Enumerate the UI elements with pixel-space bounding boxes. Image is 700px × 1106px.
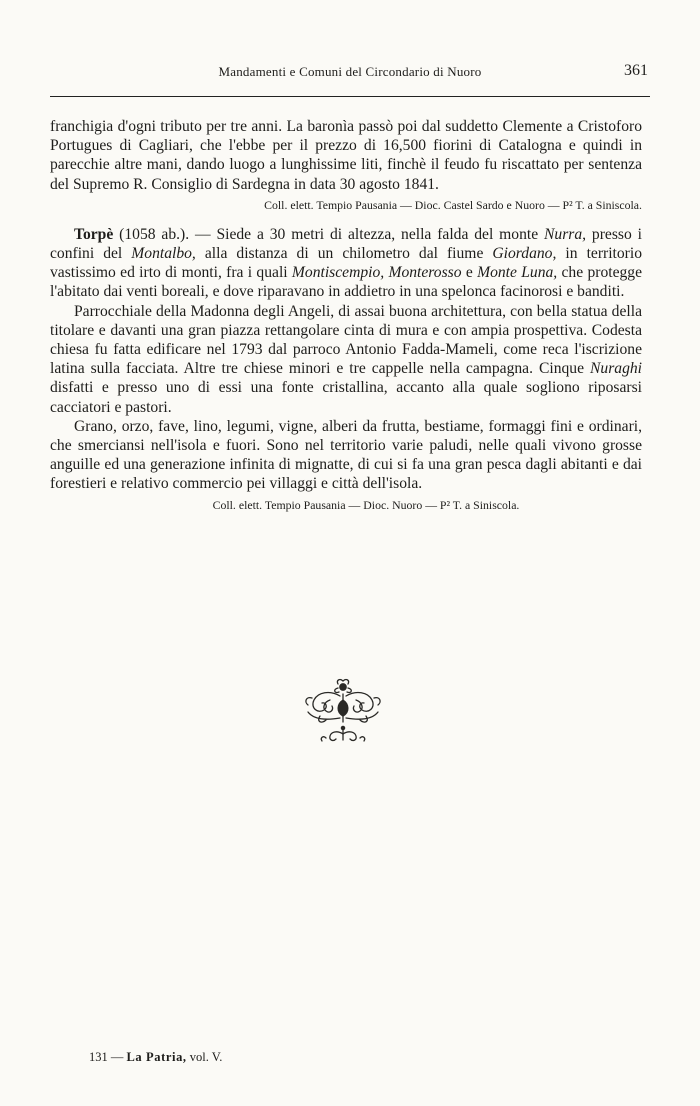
publication-title: La Patria,: [126, 1050, 187, 1064]
entry-name-torpe: Torpè: [74, 225, 114, 243]
place-mountains: Montiscempio, Monterosso: [291, 264, 462, 282]
header-rule: [50, 96, 650, 97]
signature-mark: 131 —: [89, 1050, 124, 1064]
page-number: 361: [624, 62, 648, 79]
paragraph-torpe: Torpè (1058 ab.). — Siede a 30 metri di altezza, nella falda del monte Nurra, presso i confini del Montalbo, alla distanza di un chilometro dal fiume Giordano, in territorio vastissimo ed irto di monti, fra i quali Montiscempio, Monterosso e Monte Luna, che protegge l'abitato dai venti boreali, e dove riparavano in addietro in una spelonca facinorosi e banditi.: [50, 225, 643, 301]
running-title: Mandamenti e Comuni del Circondario di Nuoro: [218, 64, 482, 79]
paragraph-parrocchiale: Parrocchiale della Madonna degli Angeli, di assai buona architettura, con bella statua della titolare e davanti una gran piazza rettangolare cinta di mura e con ampia prospettiva. Codesta chiesa fu fatta edificare nel 1793 dal parroco Antonio Fadda-Mameli, come reca l'iscrizione latina sulla facciata. Altre tre chiese minori e tre cappelle nella campagna. Cinque Nuraghi disfatti e presso uno di essi una fonte cristallina, accanto alla quale sogliono riposarsi cacciatori e pastori.: [50, 302, 642, 416]
place-montalbo: Montalbo,: [131, 245, 196, 263]
floral-tailpiece-icon: [300, 678, 386, 754]
volume-label: vol. V.: [189, 1050, 223, 1064]
place-monte-luna: Monte Luna,: [477, 264, 558, 282]
place-giordano: Giordano,: [492, 245, 557, 263]
footer-signature: [89, 1050, 222, 1065]
page-body: [50, 117, 642, 513]
electoral-note-2: Coll. elett. Tempio Pausania — Dioc. Nuoro — P² T. a Siniscola.: [212, 497, 520, 512]
entry-population: (1058 ab.).: [119, 225, 190, 243]
paragraph-products: Grano, orzo, fave, lino, legumi, vigne, alberi da frutta, bestiame, formaggi fini e ordinari, che smerciansi nell'isola e fuori. Sono nel territorio varie paludi, nelle quali vivono grosse anguille ed una generazione infinita di mignatte, di cui si fa una gran pesca dagli abitanti e dai forestieri e relativo commercio pei villaggi e città dell'isola.: [50, 417, 642, 493]
place-nurra: Nurra,: [544, 225, 587, 243]
running-header: [50, 62, 650, 86]
paragraph-baronia: franchigia d'ogni tributo per tre anni. La baronìa passò poi dal suddetto Clemente a Cristoforo Portugues di Cagliari, che l'ebbe per il prezzo di 16,500 fiorini di Catalogna e quindi in parecchie altre mani, dando luogo a lunghissime liti, finchè il feudo fu riscattato per sentenza del Supremo R. Consiglio di Sardegna in data 30 agosto 1841.: [50, 118, 642, 193]
term-nuraghi: Nuraghi: [590, 360, 642, 378]
electoral-note-1: Coll. elett. Tempio Pausania — Dioc. Castel Sardo e Nuoro — P² T. a Siniscola.: [264, 197, 642, 212]
